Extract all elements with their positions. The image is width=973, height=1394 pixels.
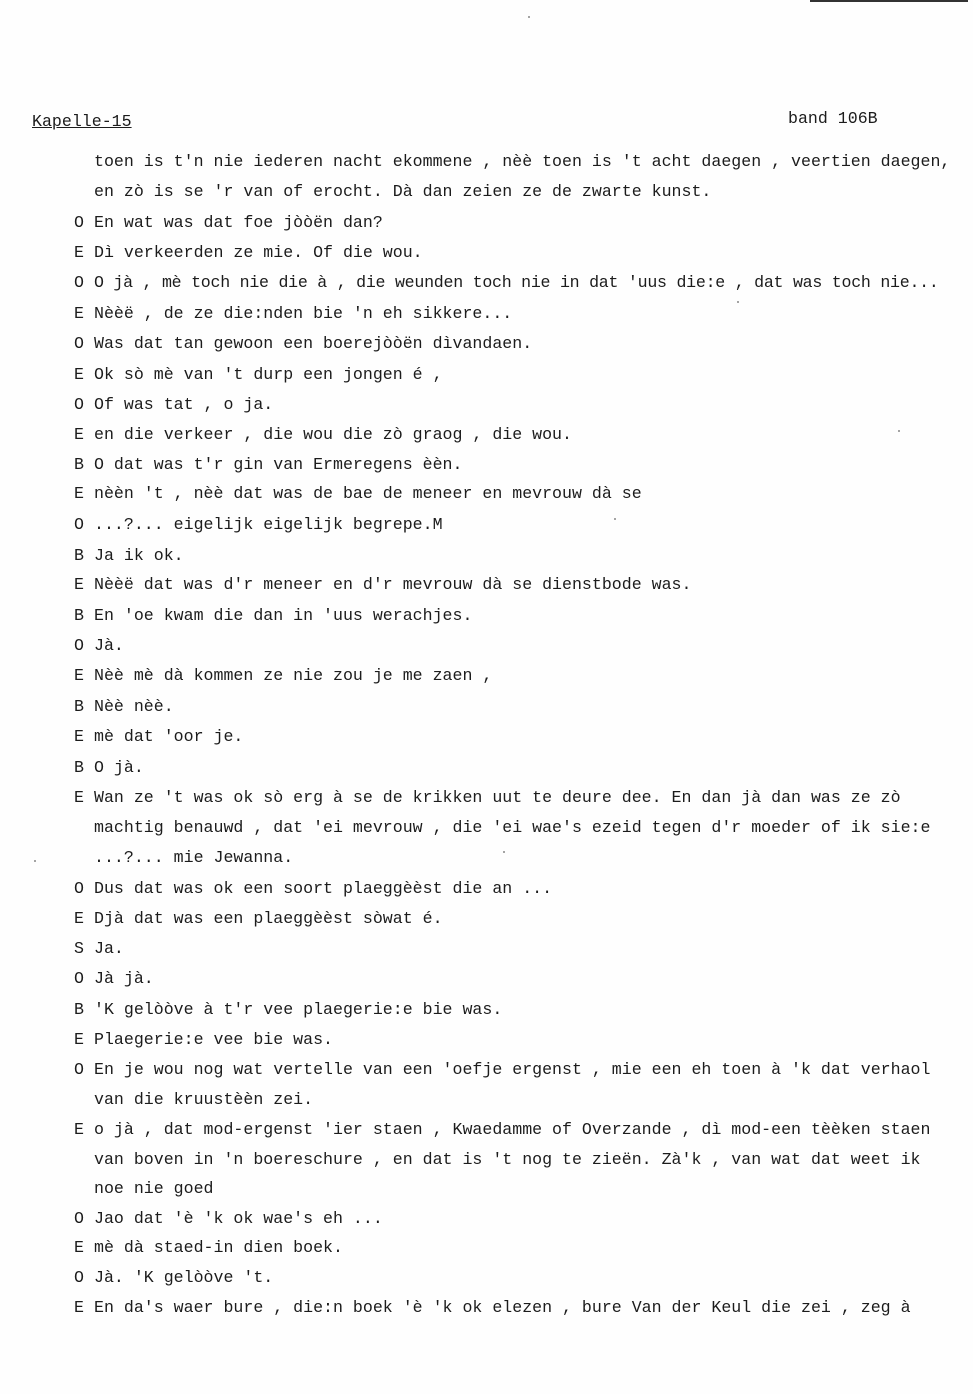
top-rule <box>810 0 968 2</box>
speaker-label: O <box>74 969 84 988</box>
speaker-label: E <box>74 1238 84 1257</box>
line-text: van die kruustèèn zei. <box>94 1090 314 1109</box>
line-text: o jà , dat mod-ergenst 'ier staen , Kwaedamme of Overzande , dì mod-een tèèken staen <box>94 1120 931 1139</box>
line-text: en die verkeer , die wou die zò graog , die wou. <box>94 425 572 444</box>
line-text: Nèè nèè. <box>94 697 174 716</box>
speaker-label: O <box>74 636 84 655</box>
speaker-label: E <box>74 788 84 807</box>
speaker-label: O <box>74 1060 84 1079</box>
line-text: Jà. 'K gelòòve 't. <box>94 1268 274 1287</box>
speaker-label: B <box>74 758 84 777</box>
line-text: En je wou nog wat vertelle van een 'oefje ergenst , mie een eh toen à 'k dat verhaol <box>94 1060 931 1079</box>
speaker-label: E <box>74 484 84 503</box>
header-location: Kapelle-15 <box>32 112 132 131</box>
line-text: ...?... eigelijk eigelijk begrepe.M <box>94 515 443 534</box>
speaker-label: E <box>74 727 84 746</box>
speaker-label: O <box>74 334 84 353</box>
scan-speck <box>34 860 36 862</box>
line-text: En da's waer bure , die:n boek 'è 'k ok elezen , bure Van der Keul die zei , zeg à <box>94 1298 911 1317</box>
speaker-label: E <box>74 1030 84 1049</box>
speaker-label: E <box>74 425 84 444</box>
line-text: Wan ze 't was ok sò erg à se de krikken uut te deure dee. En dan jà dan was ze zò <box>94 788 901 807</box>
line-text: mè dà staed-in dien boek. <box>94 1238 343 1257</box>
speaker-label: E <box>74 243 84 262</box>
line-text: Jao dat 'è 'k ok wae's eh ... <box>94 1209 383 1228</box>
scan-speck <box>737 301 739 303</box>
speaker-label: B <box>74 1000 84 1019</box>
speaker-label: O <box>74 213 84 232</box>
speaker-label: O <box>74 395 84 414</box>
speaker-label: O <box>74 1268 84 1287</box>
line-text: Of was tat , o ja. <box>94 395 274 414</box>
scan-speck <box>503 851 505 853</box>
speaker-label: B <box>74 455 84 474</box>
speaker-label: B <box>74 697 84 716</box>
speaker-label: B <box>74 546 84 565</box>
line-text: Jà jà. <box>94 969 154 988</box>
speaker-label: O <box>74 515 84 534</box>
line-text: nèèn 't , nèè dat was de bae de meneer en mevrouw dà se <box>94 484 642 503</box>
line-text: Was dat tan gewoon een boerejòòën dìvandaen. <box>94 334 533 353</box>
speaker-label: S <box>74 939 84 958</box>
line-text: Plaegerie:e vee bie was. <box>94 1030 333 1049</box>
line-text: machtig benauwd , dat 'ei mevrouw , die 'ei wae's ezeid tegen d'r moeder of ik sie:e <box>94 818 931 837</box>
line-text: en zò is se 'r van of erocht. Dà dan zeien ze de zwarte kunst. <box>94 182 712 201</box>
line-text: Dus dat was ok een soort plaeggèèst die an ... <box>94 879 553 898</box>
line-text: toen is t'n nie iederen nacht ekommene , nèè toen is 't acht daegen , veertien daegen, <box>94 152 951 171</box>
line-text: Djà dat was een plaeggèèst sòwat é. <box>94 909 443 928</box>
speaker-label: O <box>74 273 84 292</box>
scan-speck <box>528 16 530 18</box>
header-tape-number: band 106B <box>788 109 878 128</box>
scan-speck <box>898 430 900 432</box>
line-text: 'K gelòòve à t'r vee plaegerie:e bie was. <box>94 1000 503 1019</box>
line-text: Nèè mè dà kommen ze nie zou je me zaen , <box>94 666 493 685</box>
line-text: Dì verkeerden ze mie. Of die wou. <box>94 243 423 262</box>
line-text: Ok sò mè van 't durp een jongen é , <box>94 365 443 384</box>
speaker-label: E <box>74 1298 84 1317</box>
line-text: O jà. <box>94 758 144 777</box>
line-text: Ja ik ok. <box>94 546 184 565</box>
line-text: Ja. <box>94 939 124 958</box>
line-text: ...?... mie Jewanna. <box>94 848 294 867</box>
line-text: mè dat 'oor je. <box>94 727 244 746</box>
speaker-label: O <box>74 1209 84 1228</box>
speaker-label: E <box>74 575 84 594</box>
speaker-label: O <box>74 879 84 898</box>
line-text: O jà , mè toch nie die à , die weunden toch nie in dat 'uus die:e , dat was toch nie... <box>94 273 939 292</box>
speaker-label: B <box>74 606 84 625</box>
line-text: En 'oe kwam die dan in 'uus werachjes. <box>94 606 473 625</box>
scan-speck <box>614 518 616 520</box>
line-text: Nèèë , de ze die:nden bie 'n eh sikkere... <box>94 304 513 323</box>
line-text: noe nie goed <box>94 1179 214 1198</box>
line-text: Jà. <box>94 636 124 655</box>
line-text: van boven in 'n boereschure , en dat is 't nog te zieën. Zà'k , van wat dat weet ik <box>94 1150 921 1169</box>
speaker-label: E <box>74 304 84 323</box>
line-text: O dat was t'r gin van Ermeregens èèn. <box>94 455 463 474</box>
speaker-label: E <box>74 1120 84 1139</box>
speaker-label: E <box>74 666 84 685</box>
line-text: En wat was dat foe jòòën dan? <box>94 213 383 232</box>
speaker-label: E <box>74 909 84 928</box>
line-text: Nèèë dat was d'r meneer en d'r mevrouw dà se dienstbode was. <box>94 575 692 594</box>
speaker-label: E <box>74 365 84 384</box>
